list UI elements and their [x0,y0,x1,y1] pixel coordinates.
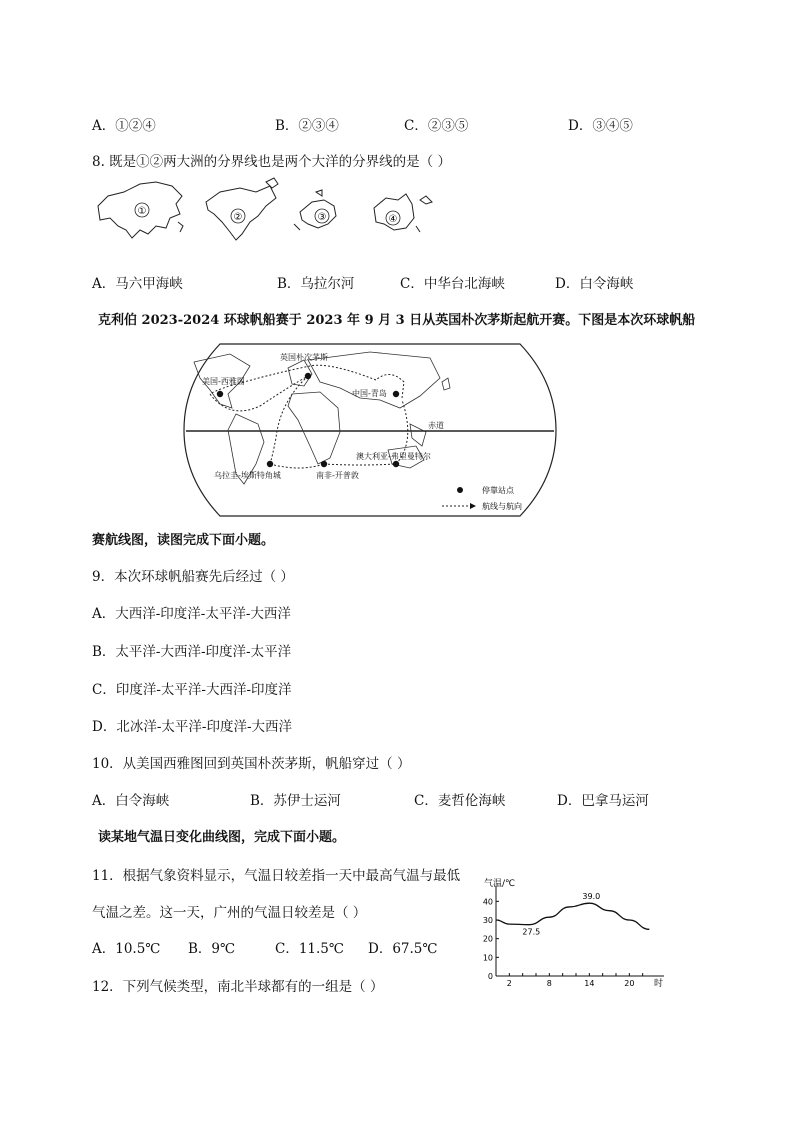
map-label-uruguay: 乌拉圭-埃斯特角城 [214,471,281,480]
map-label-qingdao: 中国-青岛 [352,389,387,398]
chart-x-tick-label: 14 [584,979,595,988]
map-label-2: ② [233,212,243,223]
chart-y-tick-label: 40 [482,897,493,907]
q10-option-a: A．白令海峡 [92,793,170,809]
q9-stem: 9．本次环球帆船赛先后经过（ ） [92,569,294,585]
q8-option-c: C．中华台北海峡 [400,276,505,292]
map-label-3: ③ [317,212,327,223]
q7-option-b: B．②③④ [275,118,339,134]
legend-stop-marker [457,487,463,493]
map-label-seattle: 美国-西雅图 [202,377,245,386]
stop-dot-australia [393,461,399,467]
temperature-chart [478,872,678,992]
q10-stem: 10．从美国西雅图回到英国朴茨茅斯，帆船穿过（ ） [92,756,411,772]
chart-data-label: 27.5 [522,927,541,937]
chart-x-tick-label: 8 [546,979,552,988]
legend-stop-label: 停靠站点 [482,486,514,495]
stop-dot-seattle [217,391,223,397]
chart-x-tick-label: 20 [624,979,635,988]
stop-dot-uruguay [267,461,273,467]
q9-option-a: A．大西洋-印度洋-太平洋-大西洋 [92,606,291,622]
chart-x-axis-label: 时 [654,979,664,989]
q11-option-c: C．11.5℃ [275,941,344,957]
sail-intro-line2: 赛航线图，读图完成下面小题。 [92,533,275,548]
q12-stem: 12．下列气候类型，南北半球都有的一组是（ ） [92,979,384,995]
q11-option-b: B．9℃ [188,941,236,957]
route-leg [270,376,308,464]
chart-y-axis-label: 气温/℃ [484,879,516,889]
q8-option-b: B．乌拉尔河 [277,276,355,292]
route-leg [270,464,324,468]
q7-option-d: D．③④⑤ [568,118,633,134]
q11-line1: 11．根据气象资料显示，气温日较差指一天中最高气温与最低 [92,868,461,884]
sailing-route-map [180,342,560,520]
q7-option-c: C．②③⑤ [404,118,469,134]
map-label-4: ④ [388,214,398,225]
legend-route-arrow [470,503,476,509]
chart-data-label: 39.0 [582,892,601,902]
q11-option-a: A．10.5℃ [92,941,161,957]
stop-dot-qingdao [393,391,399,397]
chart-y-tick-label: 30 [482,916,493,925]
stop-dot-south-africa [321,461,327,467]
map-label-australia: 澳大利亚-弗里曼特尔 [356,452,431,461]
continent-outline-maps [90,174,450,250]
q9-option-c: C．印度洋-太平洋-大西洋-印度洋 [92,682,292,698]
map-label-1: ① [137,206,147,217]
chart-series-line [496,903,649,929]
legend-route-label: 航线与航向 [482,502,522,511]
route-leg [324,464,396,465]
q11-line2: 气温之差。这一天，广州的气温日较差是（ ） [92,905,367,921]
map-label-south-africa: 南非-开普敦 [316,471,359,480]
q8-option-a: A．马六甲海峡 [92,276,183,292]
q11-option-d: D．67.5℃ [368,941,438,957]
temp-intro: 读某地气温日变化曲线图，完成下面小题。 [98,830,346,845]
chart-x-tick-label: 2 [506,979,512,988]
q9-option-b: B．太平洋-大西洋-印度洋-太平洋 [92,644,292,660]
chart-y-tick-label: 10 [482,953,493,963]
q9-option-d: D．北冰洋-太平洋-印度洋-大西洋 [92,719,293,735]
q10-option-b: B．苏伊士运河 [250,793,341,809]
map-label-uk: 英国朴次茅斯 [280,353,328,362]
stop-dot-uk [305,373,311,379]
map-label-equator: 赤道 [428,421,444,430]
q8-option-d: D．白令海峡 [555,276,634,292]
chart-y-tick-label: 0 [487,972,493,981]
q8-stem: 8. 既是①②两大洲的分界线也是两个大洋的分界线的是（ ） [92,154,451,170]
q10-option-c: C．麦哲伦海峡 [414,793,506,809]
q10-option-d: D．巴拿马运河 [557,793,649,809]
q7-option-a: A．①②④ [92,118,156,134]
sail-intro-line1: 克利伯 2023-2024 环球帆船赛于 2023 年 9 月 3 日从英国朴次茅斯起航开赛。下图是本次环球帆船 [98,313,696,328]
chart-y-tick-label: 20 [482,934,493,944]
